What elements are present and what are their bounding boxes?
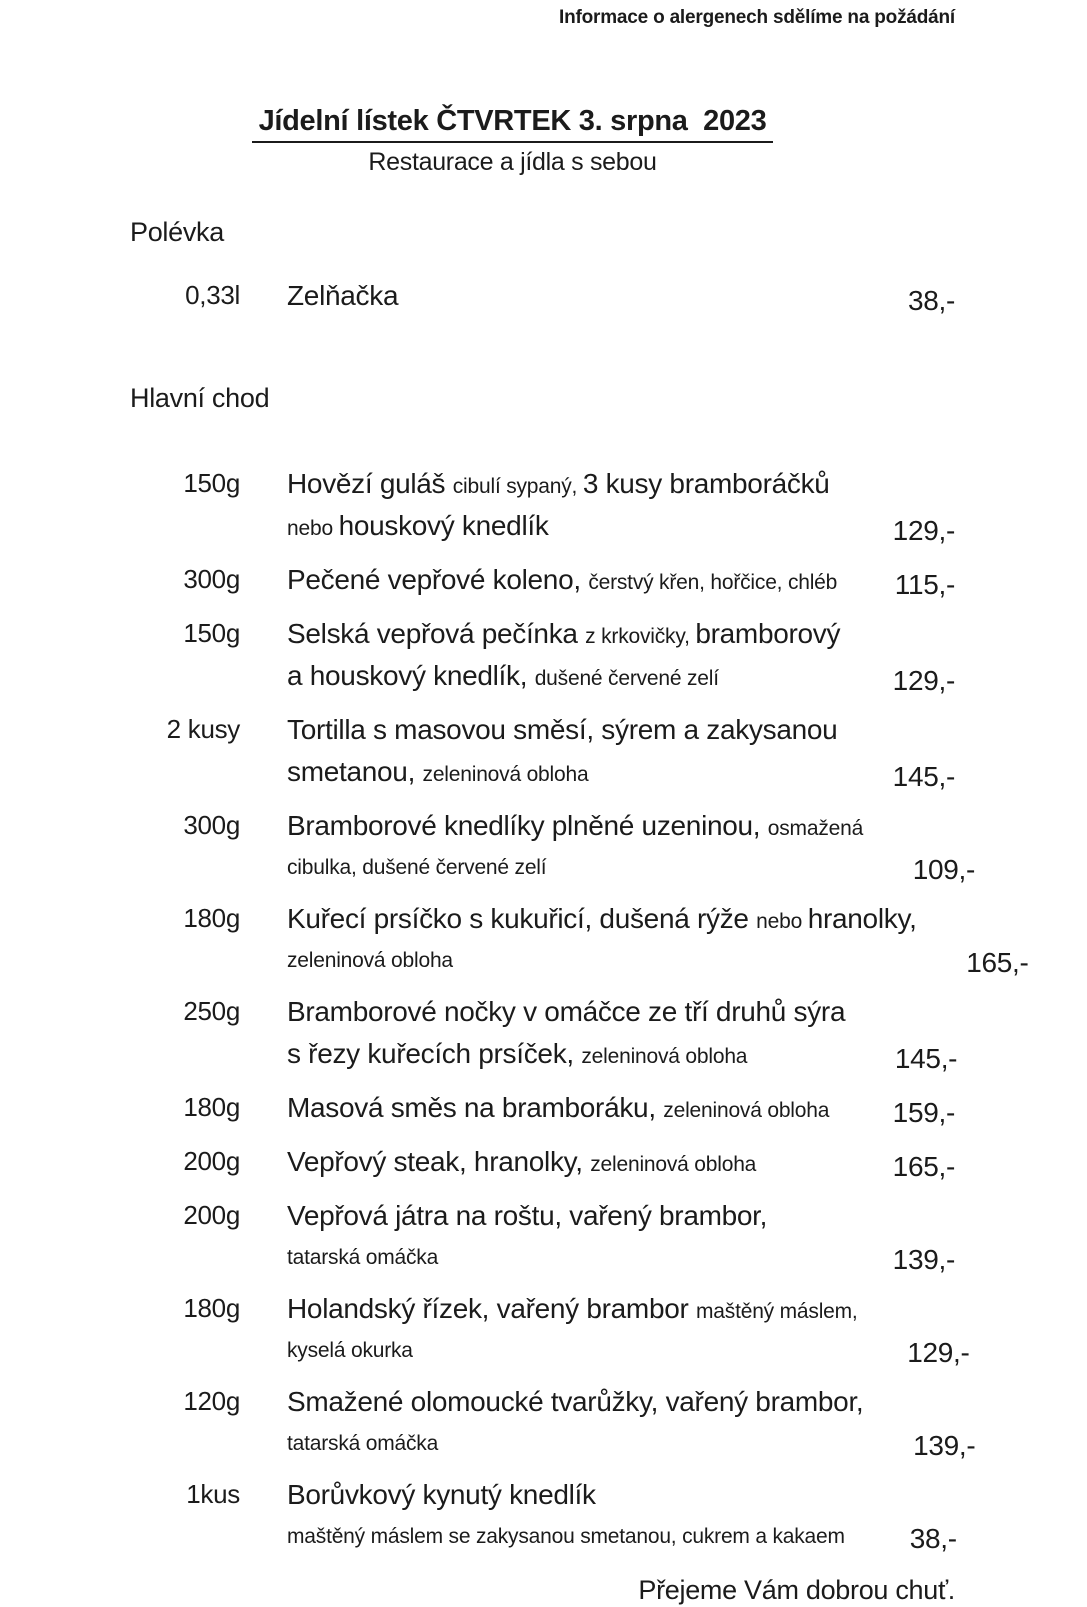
dish-description xyxy=(240,1089,843,1131)
portion-label: 120g xyxy=(183,1386,240,1416)
dish-name: Bramborové knedlíky plněné uzeninou, xyxy=(287,810,768,841)
menu-item-row xyxy=(0,1476,1087,1557)
dish-line xyxy=(287,849,863,888)
dish-name: Masová směs na bramboráku, xyxy=(287,1092,664,1123)
dish-description xyxy=(240,900,917,981)
dish-line xyxy=(287,753,843,795)
menu-item-row xyxy=(0,615,1087,699)
price-label: 38,- xyxy=(909,1523,957,1554)
dish-line xyxy=(287,1383,863,1425)
portion-label: 150g xyxy=(183,618,240,648)
dish-note: čerstvý křen, hořčice, chléb xyxy=(588,571,838,594)
menu-item-row xyxy=(0,900,1087,981)
dish-description xyxy=(240,1476,845,1557)
menu-item-row xyxy=(0,1383,1087,1464)
dish-name: s řezy kuřecích prsíček, xyxy=(287,1038,582,1069)
dish-line xyxy=(287,465,843,507)
dish-note: maštěný máslem, xyxy=(696,1300,858,1323)
dish-name: smetanou, xyxy=(287,756,423,787)
menu-item-row xyxy=(0,993,1087,1077)
page-subtitle: Restaurace a jídla s sebou xyxy=(368,148,657,176)
dish-line xyxy=(287,711,843,753)
price-label: 129,- xyxy=(892,515,955,546)
dish-description xyxy=(240,711,843,795)
dish-description xyxy=(240,993,845,1077)
dish-name: Vepřová játra na roštu, vařený brambor, xyxy=(287,1200,768,1231)
portion-label: 200g xyxy=(183,1200,240,1230)
dish-description xyxy=(240,465,843,549)
footer-message: Přejeme Vám dobrou chuť. xyxy=(638,1575,955,1605)
price-label: 109,- xyxy=(912,854,976,885)
dish-line xyxy=(287,507,843,549)
dish-note: tatarská omáčka xyxy=(287,1246,439,1269)
dish-note: kyselá okurka xyxy=(287,1339,413,1362)
menu-item-row xyxy=(0,711,1087,795)
dish-line xyxy=(287,277,843,319)
price-label: 38,- xyxy=(907,285,955,316)
price-label: 145,- xyxy=(894,1043,958,1074)
dish-note: z krkovičky, xyxy=(585,625,696,648)
dish-note: cibulka, dušené červené zelí xyxy=(287,856,547,879)
dish-description xyxy=(240,561,843,603)
section-heading-soup: Polévka xyxy=(130,217,224,247)
dish-line xyxy=(287,1290,858,1332)
dish-note: zeleninová obloha xyxy=(590,1153,757,1176)
dish-name: 3 kusy bramboráčků xyxy=(582,468,830,499)
dish-name: Pečené vepřové koleno, xyxy=(287,564,589,595)
portion-label: 300g xyxy=(183,564,240,594)
dish-line xyxy=(287,900,917,942)
dish-note: cibulí sypaný, xyxy=(452,475,583,498)
section-heading-main: Hlavní chod xyxy=(130,383,270,413)
dish-description xyxy=(240,1197,843,1278)
dish-line xyxy=(287,615,843,657)
dish-note: zeleninová obloha xyxy=(422,763,589,786)
price-label: 139,- xyxy=(892,1244,955,1275)
price-label: 129,- xyxy=(907,1337,970,1368)
portion-label: 180g xyxy=(183,903,240,933)
dish-description xyxy=(240,807,863,888)
dish-line xyxy=(287,1143,843,1185)
price-label: 139,- xyxy=(913,1430,976,1461)
dish-name: Tortilla s masovou směsí, sýrem a zakysanou xyxy=(287,714,838,745)
dish-note: zeleninová obloha xyxy=(287,949,453,972)
dish-note: maštěný máslem se zakysanou smetanou, cukrem a kakaem xyxy=(287,1525,845,1548)
dish-line xyxy=(287,1197,843,1239)
dish-name: Bramborové nočky v omáčce ze tří druhů sýra xyxy=(287,996,846,1027)
dish-description xyxy=(240,277,843,319)
price-label: 115,- xyxy=(894,569,955,600)
dish-name: Borůvkový kynutý knedlík xyxy=(287,1479,596,1510)
portion-label: 300g xyxy=(183,810,240,840)
dish-line xyxy=(287,561,843,603)
dish-line xyxy=(287,942,917,981)
portion-label: 1kus xyxy=(186,1479,240,1509)
dish-name: houskový knedlík xyxy=(338,510,549,541)
dish-name: Smažené olomoucké tvarůžky, vařený brambor, xyxy=(287,1386,864,1417)
price-label: 165,- xyxy=(892,1151,955,1182)
portion-label: 2 kusy xyxy=(166,714,240,744)
price-label: 165,- xyxy=(966,947,1029,978)
dish-line xyxy=(287,1239,843,1278)
dish-name: Kuřecí prsíčko s kukuřicí, dušená rýže xyxy=(287,903,757,934)
dish-name: Holandský řízek, vařený brambor xyxy=(287,1293,697,1324)
price-label: 145,- xyxy=(892,761,955,792)
dish-note: nebo xyxy=(756,910,808,933)
portion-label: 180g xyxy=(183,1092,240,1122)
portion-label: 0,33l xyxy=(185,280,240,310)
dish-line xyxy=(287,657,843,699)
dish-name: Zelňačka xyxy=(287,280,399,311)
dish-note: zeleninová obloha xyxy=(663,1099,830,1122)
dish-note: osmažená xyxy=(767,817,864,840)
dish-name: hranolky, xyxy=(807,903,917,934)
price-label: 129,- xyxy=(892,665,955,696)
portion-label: 180g xyxy=(183,1293,240,1323)
dish-line xyxy=(287,1518,845,1557)
menu-item-row xyxy=(0,1290,1087,1371)
menu-item-row xyxy=(0,1197,1087,1278)
portion-label: 150g xyxy=(183,468,240,498)
dish-line xyxy=(287,1332,858,1371)
menu-item-row xyxy=(0,807,1087,888)
price-label: 159,- xyxy=(892,1097,955,1128)
dish-note: zeleninová obloha xyxy=(581,1045,748,1068)
menu-item-row xyxy=(0,465,1087,549)
soup-item-row xyxy=(0,277,1087,319)
dish-line xyxy=(287,993,845,1035)
portion-label: 200g xyxy=(183,1146,240,1176)
menu-items-list xyxy=(0,465,1087,1557)
dish-note: tatarská omáčka xyxy=(287,1432,439,1455)
menu-item-row xyxy=(0,1143,1087,1185)
dish-description xyxy=(240,1383,863,1464)
dish-name: Hovězí guláš xyxy=(287,468,453,499)
menu-item-row xyxy=(0,561,1087,603)
dish-line xyxy=(287,1089,843,1131)
dish-name: Selská vepřová pečínka xyxy=(287,618,586,649)
dish-description xyxy=(240,1290,858,1371)
dish-name: a houskový knedlík, xyxy=(287,660,535,691)
dish-name: Vepřový steak, hranolky, xyxy=(287,1146,591,1177)
allergen-notice: Informace o alergenech sdělíme na požádání xyxy=(559,7,955,28)
dish-line xyxy=(287,1425,863,1464)
dish-description xyxy=(240,615,843,699)
page-title: Jídelní lístek ČTVRTEK 3. srpna 2023 xyxy=(252,103,774,143)
dish-name: bramborový xyxy=(695,618,841,649)
dish-line xyxy=(287,807,863,849)
menu-item-row xyxy=(0,1089,1087,1131)
portion-label: 250g xyxy=(183,996,240,1026)
dish-line xyxy=(287,1476,845,1518)
dish-note: nebo xyxy=(287,517,339,540)
dish-description xyxy=(240,1143,843,1185)
dish-note: dušené červené zelí xyxy=(534,667,719,690)
dish-line xyxy=(287,1035,845,1077)
